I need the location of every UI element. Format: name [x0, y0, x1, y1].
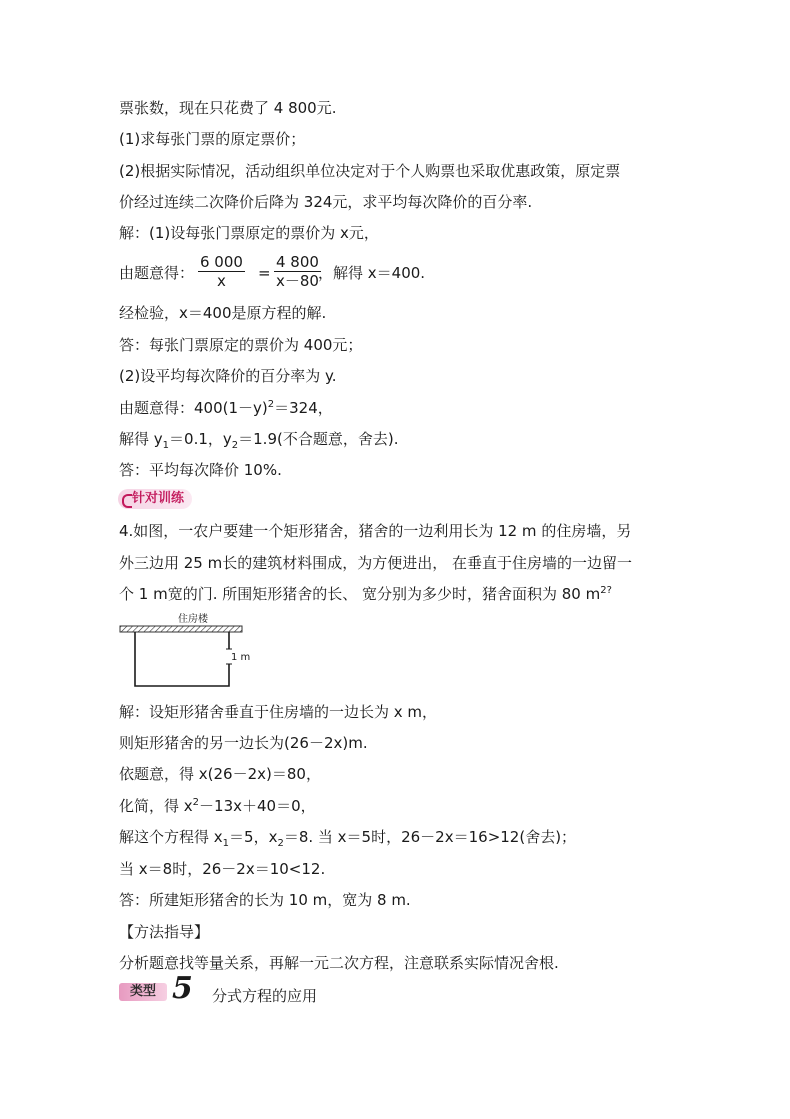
- solution-1-check: 经检验，x＝400是原方程的解.: [119, 304, 327, 322]
- pen-outline: [135, 632, 229, 686]
- exponent: 2?: [600, 585, 612, 596]
- eq-part: ＝5，x: [229, 828, 278, 846]
- equation-prefix: 由题意得：: [119, 264, 195, 282]
- eq-part: ＝324，: [274, 399, 333, 417]
- exponent: 2: [192, 797, 200, 808]
- eq-part: 解这个方程得 x: [119, 828, 223, 846]
- problem-4-line2: 外三边用 25 m长的建筑材料围成，为方便进出， 在垂直于住房墙的一边留一: [119, 554, 633, 572]
- type-badge: 类型: [119, 983, 167, 1001]
- subscript: 1: [162, 440, 170, 451]
- solution-1-setup: 解：(1)设每张门票原定的票价为 x元，: [119, 224, 379, 242]
- solution-4-line5: [119, 827, 576, 847]
- fraction-numerator: 6 000: [200, 253, 243, 271]
- eq-part: 解得 y: [119, 430, 163, 448]
- door-label: 1 m: [231, 652, 251, 663]
- training-badge: [118, 489, 192, 509]
- eq-part: 化简，得 x: [119, 797, 193, 815]
- problem-4-line1: 4.如图，一农户要建一个矩形猪舍，猪舍的一边利用长为 12 m 的住房墙，另: [119, 522, 632, 540]
- exponent: 2: [267, 399, 275, 410]
- solution-4-line1: 解：设矩形猪舍垂直于住房墙的一边长为 x m，: [119, 703, 438, 721]
- question-1: (1)求每张门票的原定票价；: [119, 130, 306, 148]
- eq-part: －13x＋40＝0，: [199, 797, 316, 815]
- method-text: 分析题意找等量关系，再解一元二次方程，注意联系实际情况舍根.: [119, 954, 559, 972]
- problem-text: 个 1 m宽的门. 所围矩形猪舍的长、 宽分别为多少时，猪舍面积为 80 m: [119, 585, 601, 603]
- solution-2-equation: [119, 398, 333, 418]
- solution-2-setup: (2)设平均每次降价的百分率为 y.: [119, 367, 337, 385]
- subscript: 1: [222, 838, 230, 849]
- house-wall: [120, 626, 242, 632]
- type-number: 5: [172, 971, 193, 1006]
- equation-solution: ，解得 x＝400.: [318, 264, 426, 282]
- solution-2-roots: [119, 429, 398, 449]
- eq-part: ＝8. 当 x＝5时，26－2x＝16>12(舍去)；: [283, 828, 577, 846]
- solution-4-line6: 当 x＝8时，26－2x＝10<12.: [119, 860, 326, 878]
- type-title: 分式方程的应用: [212, 987, 318, 1005]
- equals-sign: =: [258, 264, 271, 282]
- wall-label: 住房楼: [178, 614, 208, 625]
- solution-4-answer: 答：所建矩形猪舍的长为 10 m，宽为 8 m.: [119, 891, 411, 909]
- problem-4-line3: [119, 584, 612, 604]
- eq-part: ＝1.9(不合题意，舍去).: [238, 430, 399, 448]
- method-heading: 【方法指导】: [119, 923, 210, 941]
- line-ticket-cost: 票张数，现在只花费了 4 800元.: [119, 99, 337, 117]
- eq-part: ＝0.1，y: [169, 430, 232, 448]
- subscript: 2: [277, 838, 284, 849]
- solution-4-line4: [119, 796, 316, 816]
- pig-pen-diagram: [118, 612, 251, 692]
- question-2-line2: 价经过连续二次降价后降为 324元，求平均每次降价的百分率.: [119, 193, 533, 211]
- solution-2-answer: 答：平均每次降价 10%.: [119, 461, 282, 479]
- badge-bracket-icon: [122, 494, 132, 508]
- solution-4-line3: 依题意，得 x(26－2x)＝80，: [119, 765, 321, 783]
- solution-4-line2: 则矩形猪舍的另一边长为(26－2x)m.: [119, 734, 368, 752]
- training-badge-label: 针对训练: [132, 491, 185, 506]
- fraction-numerator: 4 800: [274, 253, 321, 272]
- question-2-line1: (2)根据实际情况，活动组织单位决定对于个人购票也采取优惠政策，原定票: [119, 162, 621, 180]
- solution-1-answer: 答：每张门票原定的票价为 400元；: [119, 336, 363, 354]
- fraction-denominator: x: [217, 272, 226, 290]
- fraction-4800-over-x-minus-80: [274, 253, 321, 290]
- fraction-denominator: x－80: [276, 272, 319, 290]
- eq-part: 由题意得：400(1－y): [119, 399, 268, 417]
- fraction-6000-over-x: [198, 253, 245, 290]
- subscript: 2: [231, 440, 239, 451]
